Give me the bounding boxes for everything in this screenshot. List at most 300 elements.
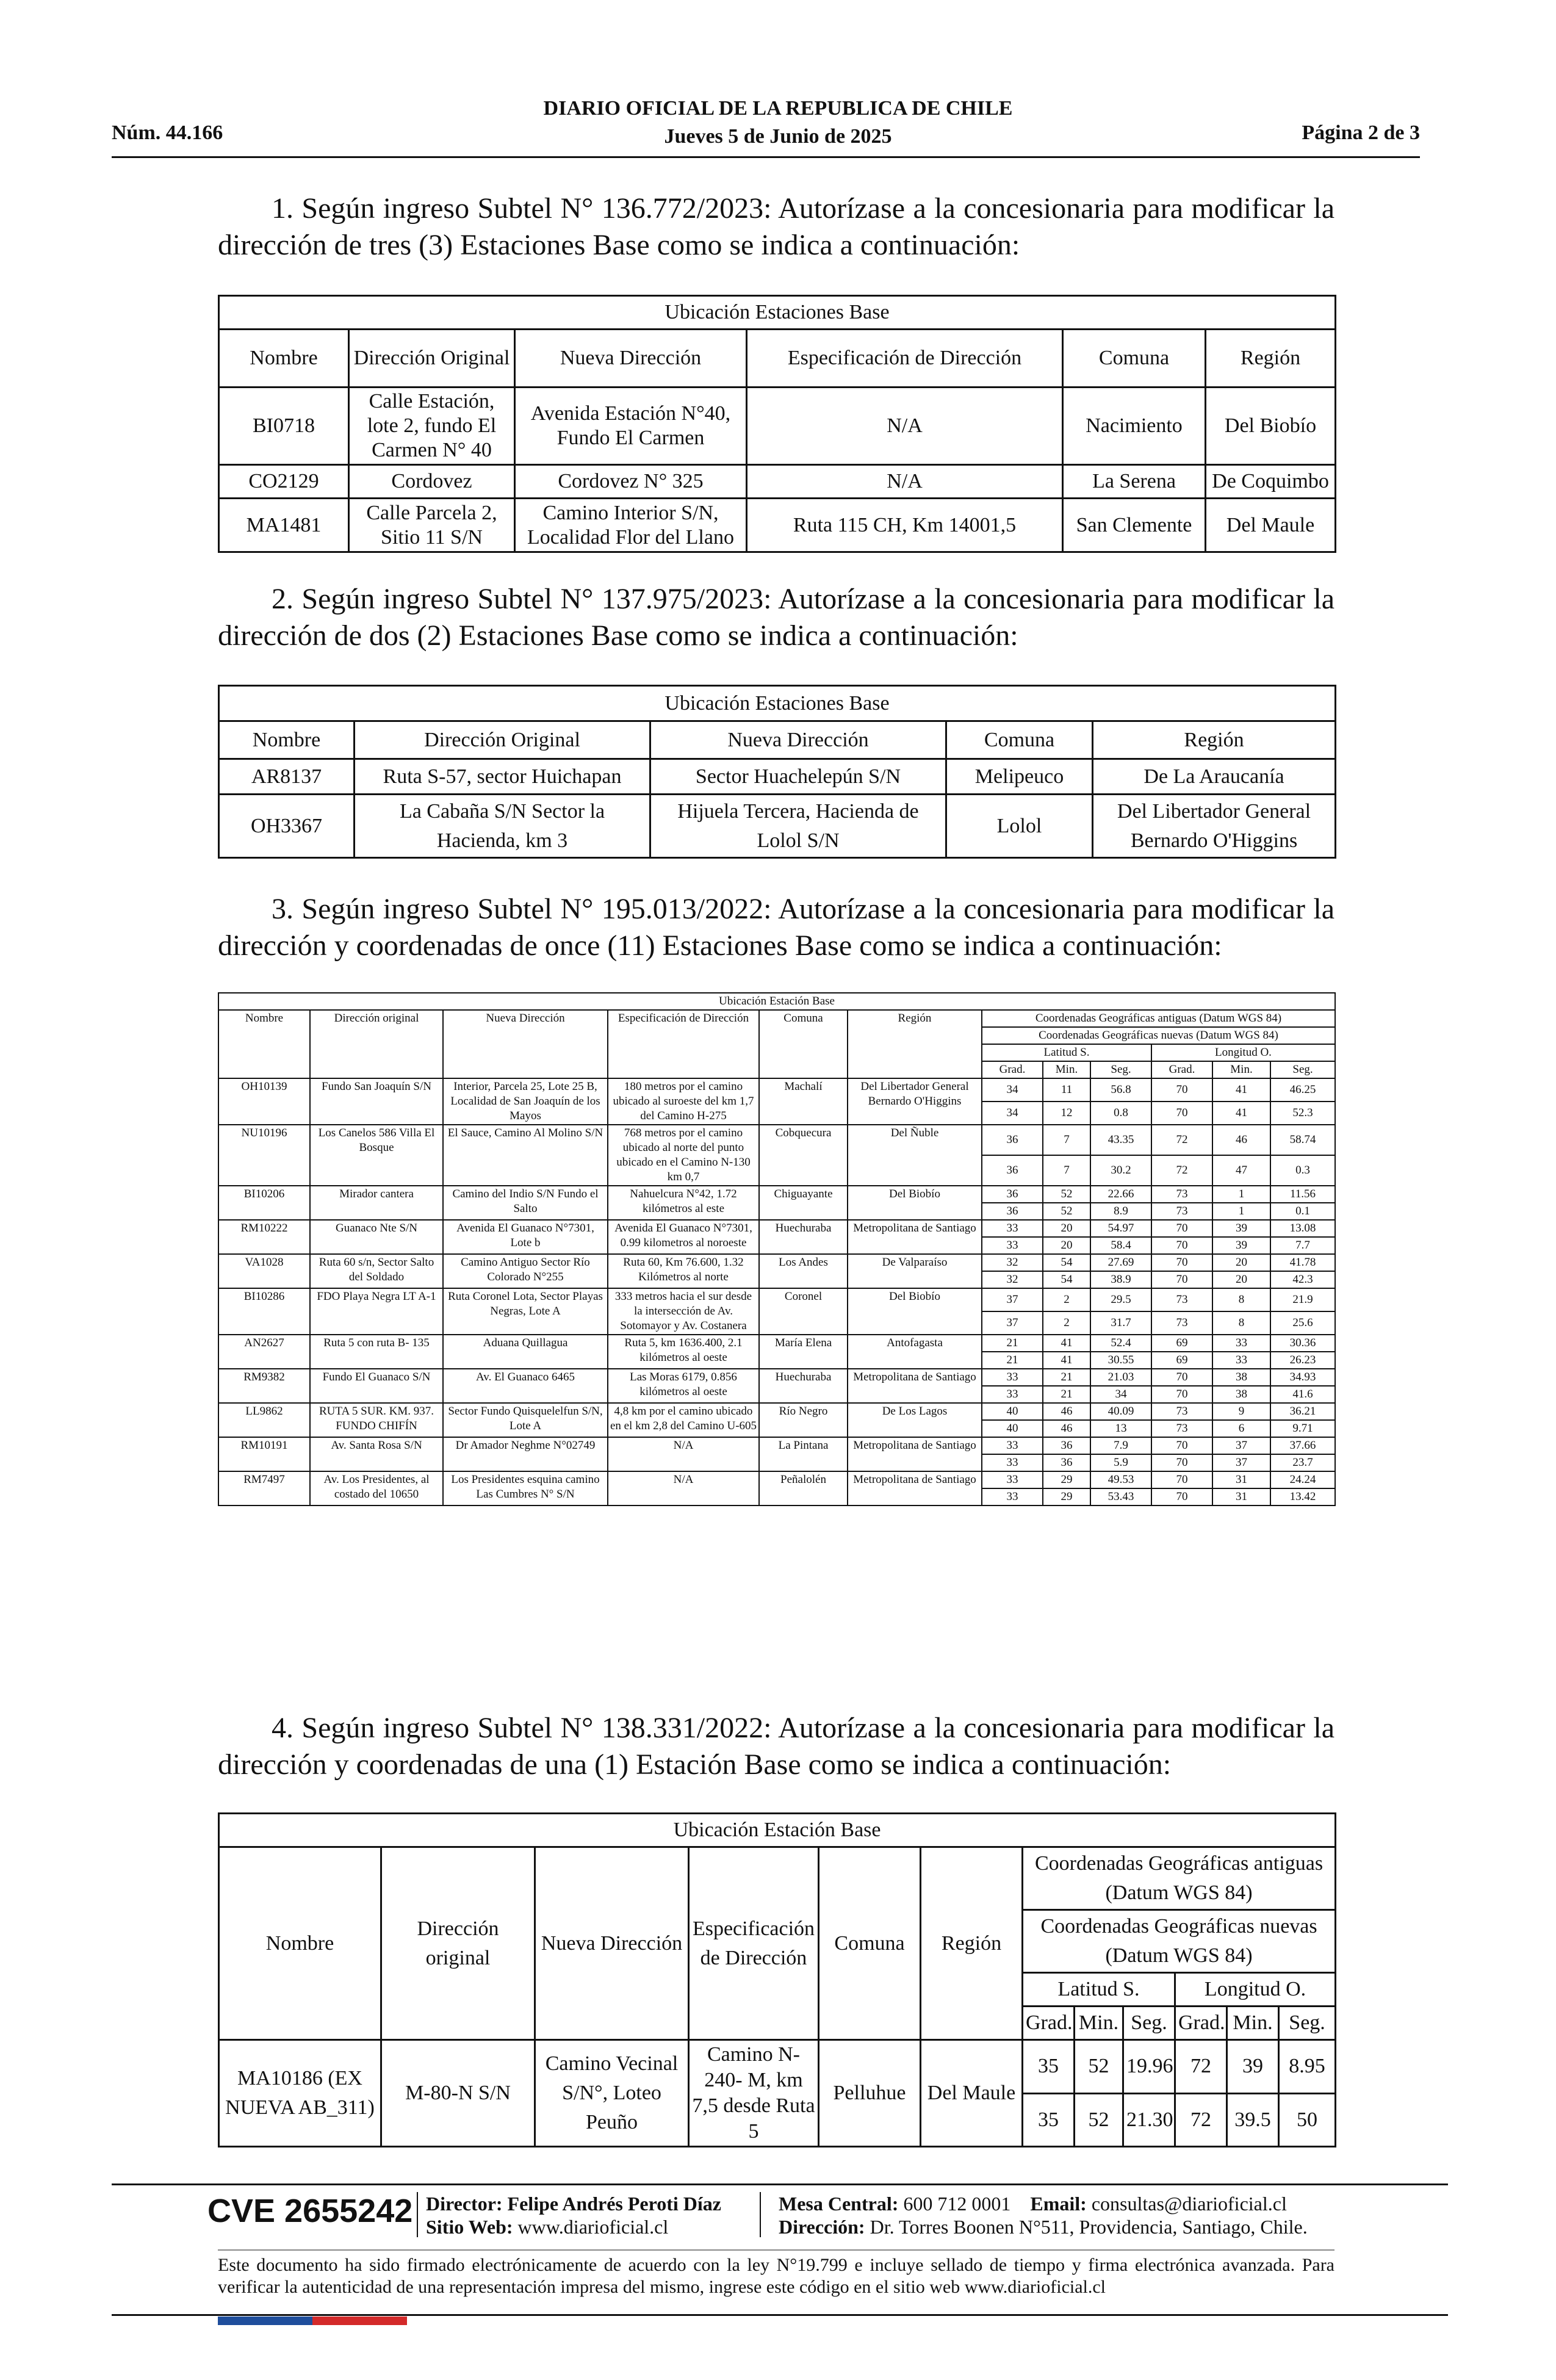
col-header: Región [848,1010,982,1078]
cell: OH3367 [219,795,355,858]
coord-cell: 21 [1043,1369,1090,1386]
coord-cell: 36 [982,1125,1043,1155]
section-3-table [218,992,1336,1506]
col-header: Nombre [219,721,355,759]
flag-blue-bar [218,2317,312,2325]
cell: Aduana Quillagua [443,1335,608,1369]
coord-cell: 54 [1043,1254,1090,1271]
coord-cell: 27.69 [1090,1254,1151,1271]
cell: Los Andes [759,1254,848,1288]
coord-cell: 7.9 [1090,1437,1151,1454]
cell: Fundo San Joaquín S/N [310,1078,443,1125]
cell: FDO Playa Negra LT A-1 [310,1288,443,1335]
latitude-header: Latitud S. [982,1044,1151,1061]
cell: MA1481 [219,499,349,552]
col-header: Región [1206,330,1336,388]
coord-cell: 41.78 [1270,1254,1335,1271]
unit-header: Min. [1227,2007,1279,2040]
cell: M-80-N S/N [381,2040,535,2147]
section-1-table [218,295,1336,553]
coord-cell: 31 [1212,1471,1270,1488]
mesa-label: Mesa Central: [779,2193,899,2215]
coord-cell: 13.08 [1270,1220,1335,1237]
cell: De La Araucanía [1093,759,1336,795]
table-row [218,1288,1335,1311]
coord-cell: 30.36 [1270,1335,1335,1352]
unit-header: Min. [1043,1061,1090,1078]
coord-cell: 34 [982,1102,1043,1125]
coord-cell: 40 [982,1403,1043,1420]
section-3-text: 3. Según ingreso Subtel N° 195.013/2022: Autorízase a la concesionaria para modificar la dirección y coordenadas de once (11) Estaciones Base como se indica a continuación: [218,893,1334,962]
coord-cell: 72 [1175,2040,1227,2094]
coord-cell: 72 [1151,1125,1212,1155]
cell: N/A [608,1437,759,1471]
cell: El Sauce, Camino Al Molino S/N [443,1125,608,1186]
cell: Del Maule [1206,499,1336,552]
unit-header: Seg. [1279,2007,1336,2040]
coord-cell: 70 [1151,1237,1212,1254]
cell: Del Biobío [1206,388,1336,465]
table-row [218,1254,1335,1271]
coord-cell: 36 [1043,1454,1090,1471]
coord-cell: 38 [1212,1369,1270,1386]
cell: MA10186 (EX NUEVA AB_311) [219,2040,381,2147]
col-header: Nueva Dirección [515,330,747,388]
coord-cell: 52 [1043,1186,1090,1203]
cell: 768 metros por el camino ubicado al norte del punto ubicado en el Camino N-130 km 0,7 [608,1125,759,1186]
web-label: Sitio Web: [426,2216,513,2238]
coord-cell: 32 [982,1254,1043,1271]
cell: De Coquimbo [1206,465,1336,499]
coord-cell: 13.42 [1270,1488,1335,1506]
cell: Metropolitana de Santiago [848,1220,982,1254]
cell: 4,8 km por el camino ubicado en el km 2,8 del Camino U-605 [608,1403,759,1437]
coord-cell: 72 [1151,1155,1212,1186]
cell: OH10139 [218,1078,310,1125]
coord-cell: 37 [982,1311,1043,1335]
col-header: Nueva Dirección [650,721,946,759]
coord-cell: 33 [982,1488,1043,1506]
cell: Del Libertador General Bernardo O'Higgins [1093,795,1336,858]
coord-cell: 29 [1043,1488,1090,1506]
cell: Mirador cantera [310,1186,443,1220]
coord-cell: 52 [1075,2093,1123,2147]
email-label: Email: [1030,2193,1087,2215]
coord-cell: 33 [982,1386,1043,1403]
coord-cell: 33 [982,1437,1043,1454]
coord-cell: 37 [1212,1437,1270,1454]
unit-header: Grad. [982,1061,1043,1078]
cell: Ruta Coronel Lota, Sector Playas Negras, Lote A [443,1288,608,1335]
coord-cell: 8 [1212,1288,1270,1311]
director-label: Director: [426,2193,503,2215]
cell: BI10286 [218,1288,310,1335]
coord-cell: 21 [982,1352,1043,1369]
col-header: Especificación de Dirección [608,1010,759,1078]
coord-cell: 58.4 [1090,1237,1151,1254]
cell: Av. Los Presidentes, al costado del 10650 [310,1471,443,1506]
cell: RM7497 [218,1471,310,1506]
coord-cell: 70 [1151,1471,1212,1488]
cell: Coronel [759,1288,848,1335]
col-header: Nombre [218,1010,310,1078]
coord-cell: 5.9 [1090,1454,1151,1471]
coord-cell: 52.4 [1090,1335,1151,1352]
cell: De Valparaíso [848,1254,982,1288]
coord-cell: 46 [1212,1125,1270,1155]
cell: N/A [747,388,1063,465]
footer-director-block [426,2192,721,2238]
coord-cell: 73 [1151,1311,1212,1335]
coord-cell: 70 [1151,1102,1212,1125]
table-title: Ubicación Estación Base [219,1814,1336,1847]
coord-cell: 37 [982,1288,1043,1311]
cell: Nacimiento [1063,388,1206,465]
cell: Ruta 115 CH, Km 14001,5 [747,499,1063,552]
coord-cell: 39 [1227,2040,1279,2094]
cell: Huechuraba [759,1220,848,1254]
coord-old-header: Coordenadas Geográficas antiguas (Datum WGS 84) [982,1010,1335,1027]
cell: Av. El Guanaco 6465 [443,1369,608,1403]
section-1-text: 1. Según ingreso Subtel N° 136.772/2023: Autorízase a la concesionaria para modificar la dirección de tres (3) Estaciones Base como se indica a continuación: [218,192,1334,261]
coord-cell: 46.25 [1270,1078,1335,1102]
cell: La Cabaña S/N Sector la Hacienda, km 3 [355,795,650,858]
cell: 180 metros por el camino ubicado al suroeste del km 1,7 del Camino H-275 [608,1078,759,1125]
coord-cell: 20 [1043,1220,1090,1237]
address-label: Dirección: [779,2216,865,2238]
coord-cell: 46 [1043,1420,1090,1437]
page-number: Página 2 de 3 [1302,121,1420,144]
coord-cell: 70 [1151,1386,1212,1403]
cell: Camino Antiguo Sector Río Colorado N°255 [443,1254,608,1288]
col-header: Dirección original [310,1010,443,1078]
coord-cell: 23.7 [1270,1454,1335,1471]
table-row [219,465,1336,499]
cell: Guanaco Nte S/N [310,1220,443,1254]
cell: 333 metros hacia el sur desde la intersección de Av. Sotomayor y Av. Costanera [608,1288,759,1335]
coord-cell: 70 [1151,1271,1212,1288]
coord-cell: 9.71 [1270,1420,1335,1437]
cell: CO2129 [219,465,349,499]
director-name: Felipe Andrés Peroti Díaz [507,2193,721,2215]
table-row [218,1220,1335,1237]
cell: Ruta 60, Km 76.600, 1.32 Kilómetros al norte [608,1254,759,1288]
cell: Camino del Indio S/N Fundo el Salto [443,1186,608,1220]
coord-cell: 2 [1043,1288,1090,1311]
coord-cell: 13 [1090,1420,1151,1437]
cell: Av. Santa Rosa S/N [310,1437,443,1471]
coord-cell: 52 [1075,2040,1123,2094]
cell: N/A [608,1471,759,1506]
cell: Dr Amador Neghme N°02749 [443,1437,608,1471]
cell: Camino Interior S/N, Localidad Flor del Llano [515,499,747,552]
cell: RUTA 5 SUR. KM. 937. FUNDO CHIFÍN [310,1403,443,1437]
coord-cell: 43.35 [1090,1125,1151,1155]
cell: Huechuraba [759,1369,848,1403]
cell: Los Presidentes esquina camino Las Cumbres N° S/N [443,1471,608,1506]
email-link[interactable]: consultas@diarioficial.cl [1091,2193,1287,2215]
coord-cell: 40 [982,1420,1043,1437]
web-link[interactable]: www.diarioficial.cl [517,2216,669,2238]
col-header: Nombre [219,330,349,388]
unit-header: Grad. [1151,1061,1212,1078]
col-header: Región [921,1847,1023,2040]
cell: Fundo El Guanaco S/N [310,1369,443,1403]
coord-cell: 50 [1279,2093,1336,2147]
coord-cell: 20 [1212,1271,1270,1288]
coord-cell: 47 [1212,1155,1270,1186]
coord-cell: 69 [1151,1335,1212,1352]
footer-separator [760,2192,761,2237]
coord-cell: 6 [1212,1420,1270,1437]
coord-cell: 36.21 [1270,1403,1335,1420]
coord-cell: 7 [1043,1125,1090,1155]
longitude-header: Longitud O. [1151,1044,1335,1061]
cell: Avenida Estación N°40, Fundo El Carmen [515,388,747,465]
cell: VA1028 [218,1254,310,1288]
cell: Cordovez N° 325 [515,465,747,499]
cell: Los Canelos 586 Villa El Bosque [310,1125,443,1186]
cell: Peñalolén [759,1471,848,1506]
issue-number: Núm. 44.166 [112,121,223,144]
col-header: Nueva Dirección [443,1010,608,1078]
col-header: Dirección Original [349,330,515,388]
cell: Río Negro [759,1403,848,1437]
coord-cell: 33 [982,1454,1043,1471]
cell: Camino N-240- M, km 7,5 desde Ruta 5 [689,2040,819,2147]
cell: Calle Estación, lote 2, fundo El Carmen N° 40 [349,388,515,465]
coord-cell: 52.3 [1270,1102,1335,1125]
coord-cell: 37.66 [1270,1437,1335,1454]
coord-cell: 24.24 [1270,1471,1335,1488]
table-row [218,1437,1335,1454]
cve-code: CVE 2655242 [207,2193,413,2229]
table-row [218,1471,1335,1488]
coord-cell: 8.9 [1090,1203,1151,1220]
coord-cell: 19.96 [1123,2040,1175,2094]
coord-cell: 1 [1212,1203,1270,1220]
coord-old-header: Coordenadas Geográficas antiguas (Datum WGS 84) [1023,1847,1336,1910]
coord-cell: 73 [1151,1403,1212,1420]
unit-header: Seg. [1090,1061,1151,1078]
table-row [218,1335,1335,1352]
coord-cell: 36 [982,1155,1043,1186]
footer-thin-divider [218,2249,1334,2251]
coord-cell: 12 [1043,1102,1090,1125]
col-header: Especificación de Dirección [689,1847,819,2040]
coord-cell: 39 [1212,1220,1270,1237]
unit-header: Min. [1075,2007,1123,2040]
cell: Del Maule [921,2040,1023,2147]
cell: RM10191 [218,1437,310,1471]
table-row [219,388,1336,465]
coord-cell: 41 [1212,1078,1270,1102]
coord-cell: 7 [1043,1155,1090,1186]
coord-cell: 70 [1151,1369,1212,1386]
coord-cell: 9 [1212,1403,1270,1420]
coord-cell: 46 [1043,1403,1090,1420]
cell: Las Moras 6179, 0.856 kilómetros al oeste [608,1369,759,1403]
cell: Machalí [759,1078,848,1125]
coord-cell: 41 [1043,1335,1090,1352]
coord-cell: 39.5 [1227,2093,1279,2147]
coord-cell: 34 [1090,1386,1151,1403]
coord-cell: 21.30 [1123,2093,1175,2147]
cell: AR8137 [219,759,355,795]
coord-cell: 11.56 [1270,1186,1335,1203]
cell: Avenida El Guanaco N°7301, Lote b [443,1220,608,1254]
coord-cell: 2 [1043,1311,1090,1335]
address: Dr. Torres Boonen N°511, Providencia, Santiago, Chile. [870,2216,1308,2238]
cell: Del Libertador General Bernardo O'Higgins [848,1078,982,1125]
cell: RM10222 [218,1220,310,1254]
coord-cell: 20 [1043,1237,1090,1254]
coord-cell: 22.66 [1090,1186,1151,1203]
coord-cell: 31 [1212,1488,1270,1506]
coord-cell: 73 [1151,1420,1212,1437]
coord-cell: 70 [1151,1488,1212,1506]
col-header: Nombre [219,1847,381,2040]
cell: San Clemente [1063,499,1206,552]
coord-cell: 52 [1043,1203,1090,1220]
coord-cell: 41.6 [1270,1386,1335,1403]
table-title: Ubicación Estaciones Base [219,686,1336,721]
coord-cell: 35 [1023,2093,1075,2147]
coord-cell: 70 [1151,1454,1212,1471]
section-4-table [218,1812,1336,2147]
cell: AN2627 [218,1335,310,1369]
cell: N/A [747,465,1063,499]
unit-header: Grad. [1175,2007,1227,2040]
cell: Ruta 60 s/n, Sector Salto del Soldado [310,1254,443,1288]
coord-cell: 25.6 [1270,1311,1335,1335]
coord-cell: 39 [1212,1237,1270,1254]
coord-cell: 58.74 [1270,1125,1335,1155]
cell: Sector Huachelepún S/N [650,759,946,795]
cell: BI10206 [218,1186,310,1220]
publication-title: DIARIO OFICIAL DE LA REPUBLICA DE CHILE [543,97,1013,120]
table-title: Ubicación Estación Base [218,993,1335,1010]
cell: Avenida El Guanaco N°7301, 0.99 kilometros al noroeste [608,1220,759,1254]
cell: Interior, Parcela 25, Lote 25 B, Localidad de San Joaquín de los Mayos [443,1078,608,1125]
table-row [218,1403,1335,1420]
coord-cell: 33 [982,1369,1043,1386]
coord-cell: 35 [1023,2040,1075,2094]
cell: Cobquecura [759,1125,848,1186]
table-row [218,1078,1335,1102]
publication-date: Jueves 5 de Junio de 2025 [664,125,892,148]
coord-cell: 21.03 [1090,1369,1151,1386]
cell: Calle Parcela 2, Sitio 11 S/N [349,499,515,552]
coord-cell: 34 [982,1078,1043,1102]
cell: Metropolitana de Santiago [848,1437,982,1471]
coord-cell: 73 [1151,1186,1212,1203]
cell: De Los Lagos [848,1403,982,1437]
coord-cell: 72 [1175,2093,1227,2147]
cell: Del Ñuble [848,1125,982,1186]
coord-cell: 70 [1151,1220,1212,1237]
coord-cell: 41 [1212,1102,1270,1125]
coord-cell: 30.55 [1090,1352,1151,1369]
cell: Pelluhue [819,2040,921,2147]
coord-cell: 7.7 [1270,1237,1335,1254]
cell: Lolol [946,795,1093,858]
cell: Sector Fundo Quisquelelfun S/N, Lote A [443,1403,608,1437]
cell: Metropolitana de Santiago [848,1471,982,1506]
table-row [219,499,1336,552]
cell: Chiguayante [759,1186,848,1220]
cell: Nahuelcura N°42, 1.72 kilómetros al este [608,1186,759,1220]
table-row [219,795,1336,858]
col-header: Comuna [759,1010,848,1078]
table-row [218,1186,1335,1203]
coord-cell: 0.3 [1270,1155,1335,1186]
coord-cell: 8.95 [1279,2040,1336,2094]
table-title: Ubicación Estaciones Base [219,296,1336,330]
coord-cell: 8 [1212,1311,1270,1335]
coord-cell: 70 [1151,1078,1212,1102]
cell: RM9382 [218,1369,310,1403]
cell: Ruta 5 con ruta B- 135 [310,1335,443,1369]
col-header: Región [1093,721,1336,759]
coord-cell: 21.9 [1270,1288,1335,1311]
coord-cell: 56.8 [1090,1078,1151,1102]
table-row [219,759,1336,795]
unit-header: Seg. [1123,2007,1175,2040]
coord-cell: 20 [1212,1254,1270,1271]
col-header: Dirección Original [355,721,650,759]
footer-divider [112,2183,1448,2185]
coord-cell: 33 [1212,1335,1270,1352]
cell: Ruta 5, km 1636.400, 2.1 kilómetros al oeste [608,1335,759,1369]
section-2-text: 2. Según ingreso Subtel N° 137.975/2023: Autorízase a la concesionaria para modificar la dirección de dos (2) Estaciones Base como se indica a continuación: [218,583,1334,652]
cell: La Pintana [759,1437,848,1471]
coord-cell: 33 [982,1220,1043,1237]
col-header: Comuna [1063,330,1206,388]
coord-cell: 11 [1043,1078,1090,1102]
coord-cell: 37 [1212,1454,1270,1471]
coord-cell: 26.23 [1270,1352,1335,1369]
coord-cell: 73 [1151,1203,1212,1220]
coord-cell: 21 [982,1335,1043,1352]
coord-cell: 29 [1043,1471,1090,1488]
footer-separator [417,2192,418,2237]
coord-cell: 36 [1043,1437,1090,1454]
cell: Melipeuco [946,759,1093,795]
coord-cell: 54 [1043,1271,1090,1288]
cell: María Elena [759,1335,848,1369]
section-2-table [218,685,1336,859]
cell: Ruta S-57, sector Huichapan [355,759,650,795]
cell: BI0718 [219,388,349,465]
coord-new-header: Coordenadas Geográficas nuevas (Datum WGS 84) [982,1027,1335,1044]
coord-cell: 36 [982,1186,1043,1203]
cell: Antofagasta [848,1335,982,1369]
coord-cell: 0.1 [1270,1203,1335,1220]
footer-bottom-rule [112,2314,1448,2316]
coord-cell: 70 [1151,1254,1212,1271]
coord-cell: 40.09 [1090,1403,1151,1420]
coord-cell: 70 [1151,1437,1212,1454]
cell: NU10196 [218,1125,310,1186]
unit-header: Min. [1212,1061,1270,1078]
mesa-phone: 600 712 0001 [903,2193,1011,2215]
cell: La Serena [1063,465,1206,499]
header-divider [112,156,1420,158]
coord-cell: 21 [1043,1386,1090,1403]
cell: Del Biobío [848,1186,982,1220]
coord-cell: 36 [982,1203,1043,1220]
